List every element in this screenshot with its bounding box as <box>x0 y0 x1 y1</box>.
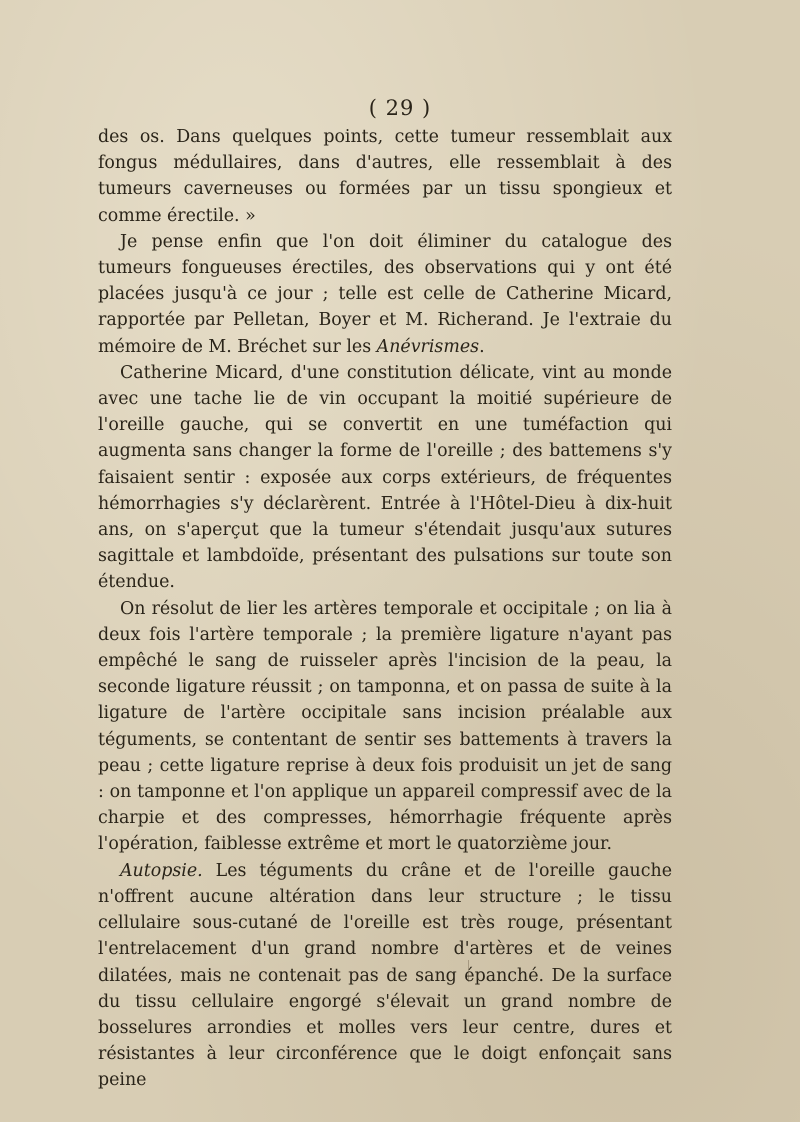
paragraph-elimination-end: . <box>479 336 485 357</box>
paragraph-elimination-text: Je pense enfin que l'on doit éliminer du catalogue des tumeurs fongueuses érectiles, des observations qui y ont été placées jusqu'à ce jour ; telle est celle de Catherine Micard, rapportée par Pelletan, Boyer et M. Richerand. Je l'extraie du mémoire de M. Bréchet sur les <box>98 231 672 357</box>
autopsy-text: Les téguments du crâne et de l'oreille gauche n'offrent aucune altération dans leur structure ; le tissu cellulaire sous-cutané de l'oreille est très rouge, présentant l'entrelacement d'un grand nombre d'artères et de veines dilatées, mais ne contenait pas de sang épanché. De la surface du tissu cellulaire engorgé s'élevait un grand nombre de bosselures arrondies et molles vers leur centre, dures et résistantes à leur circonférence que le doigt enfonçait sans peine <box>98 860 672 1091</box>
paper-mark <box>468 960 469 982</box>
paragraph-continued: des os. Dans quelques points, cette tumeur ressemblait aux fongus médullaires, dans d'autres, elle ressemblait à des tumeurs caverneuses ou formées par un tissu spongieux et comme érectile. » <box>98 127 672 226</box>
paragraph-case-history: Catherine Micard, d'une constitution délicate, vint au monde avec une tache lie de vin occupant la moitié supérieure de l'oreille gauche, qui se convertit en une tuméfaction qui augmenta sans changer la forme de l'oreille ; des battemens s'y faisaient sentir : exposée aux corps extérieurs, de fréquentes hémorrhagies s'y déclarèrent. Entrée à l'Hôtel-Dieu à dix-huit ans, on s'aperçut que la tumeur s'étendait jusqu'aux sutures sagittale et lambdoïde, présentant des pulsations sur toute son étendue. <box>98 362 672 593</box>
paragraph-elimination <box>98 229 672 360</box>
autopsie-heading: Autopsie. <box>120 860 203 881</box>
body-text <box>98 124 672 1094</box>
paragraph-autopsy <box>98 858 672 1094</box>
paragraph-treatment: On résolut de lier les artères temporale et occipitale ; on lia à deux fois l'artère temporale ; la première ligature n'ayant pas empêché le sang de ruisseler après l'incision de la peau, la seconde ligature réussit ; on tamponna, et on passa de suite à la ligature de l'artère occipitale sans incision préalable aux téguments, se contentant de sentir ses battements à travers la peau ; cette ligature reprise à deux fois produisit un jet de sang : on tamponne et l'on applique un appareil compressif avec de la charpie et des compresses, hémorrhagie fréquente après l'opération, faiblesse extrême et mort le quatorzième jour. <box>98 598 672 855</box>
page-number: ( 29 ) <box>368 96 432 120</box>
anevrismes-title: Anévrismes <box>376 336 480 357</box>
